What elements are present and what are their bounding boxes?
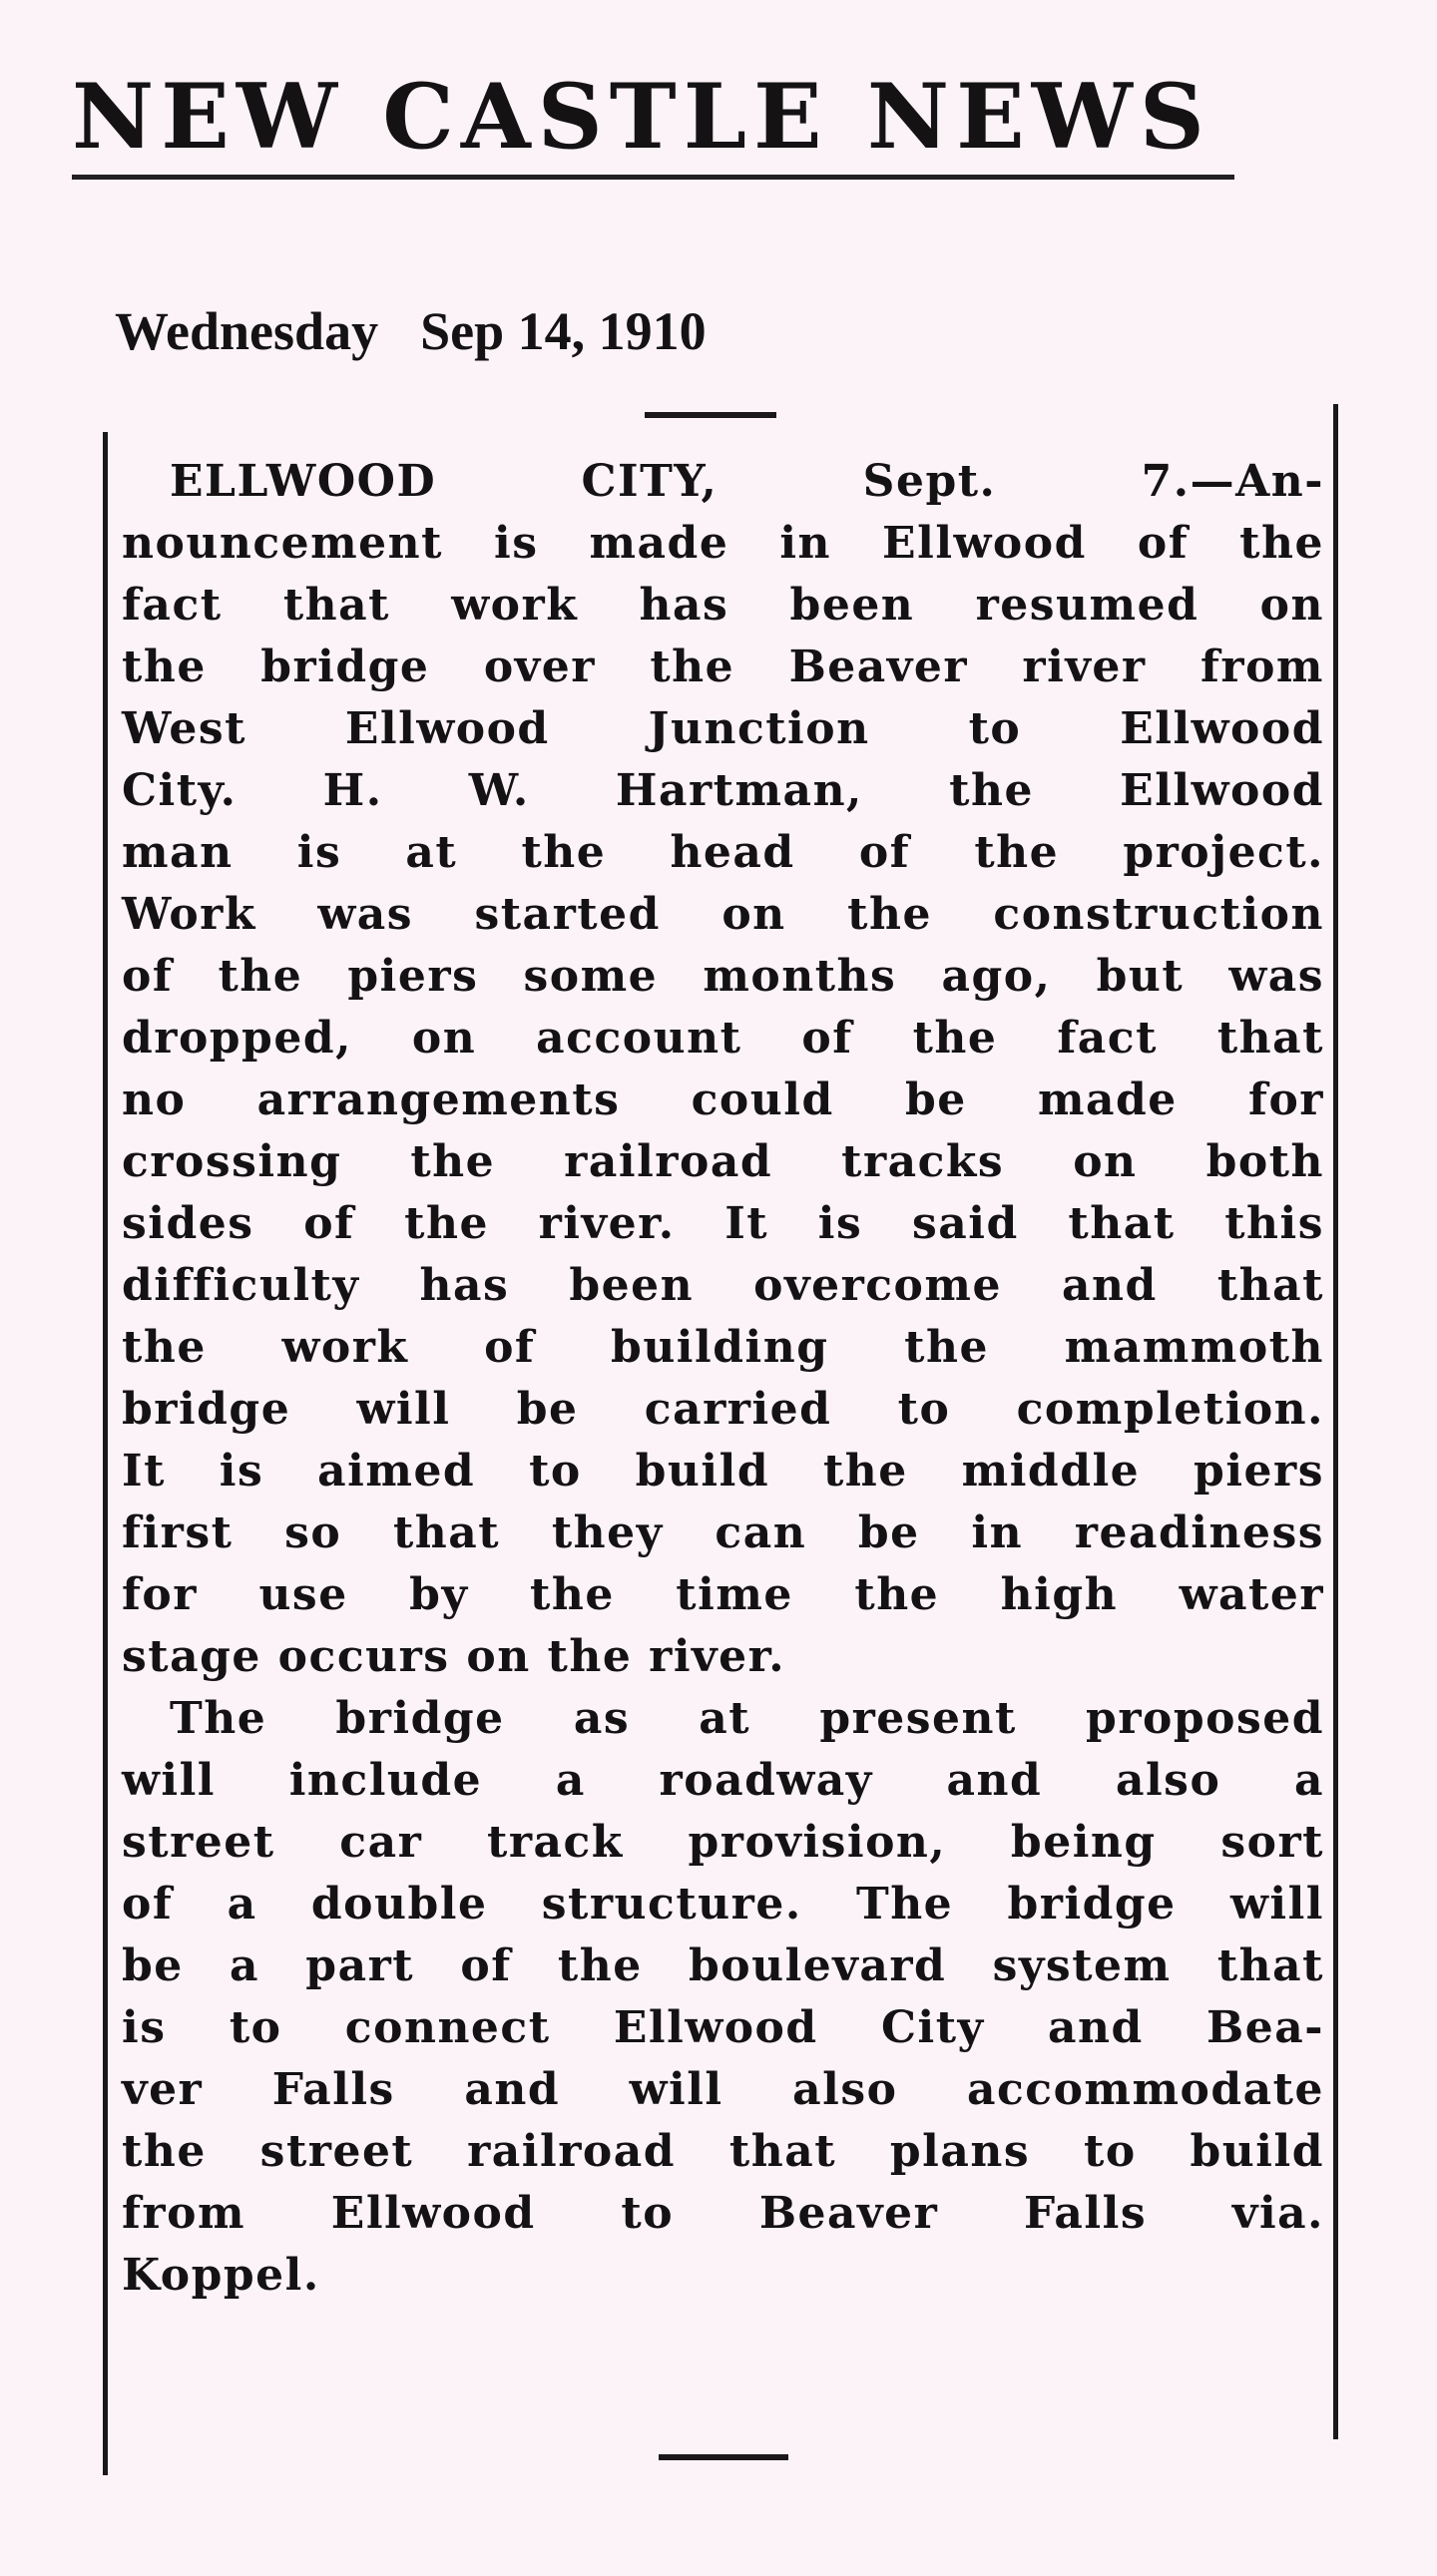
- article-line: The bridge as at present proposed: [170, 1693, 1324, 1744]
- article-line: fact that work has been resumed on: [122, 580, 1324, 631]
- article-line: It is aimed to build the middle piers: [122, 1446, 1324, 1497]
- article-line: sides of the river. It is said that this: [122, 1198, 1324, 1249]
- article-line: crossing the railroad tracks on both: [122, 1136, 1324, 1187]
- dateline-date: Sep 14, 1910: [420, 301, 707, 361]
- article-body: [122, 451, 1324, 2307]
- article-line: dropped, on account of the fact that: [122, 1013, 1324, 1064]
- article-line: of the piers some months ago, but was: [122, 951, 1324, 1002]
- article-line: stage occurs on the river.: [122, 1631, 786, 1682]
- article-line: City. H. W. Hartman, the Ellwood: [122, 765, 1324, 816]
- dateline-weekday: Wednesday: [115, 301, 379, 361]
- column-left-border: [103, 432, 108, 2475]
- masthead: [72, 62, 1234, 180]
- article-line: will include a roadway and also a: [122, 1755, 1324, 1806]
- bottom-divider-rule: [659, 2454, 788, 2460]
- article-line: man is at the head of the project.: [122, 827, 1324, 878]
- article-line: ver Falls and will also accommodate: [122, 2064, 1324, 2115]
- article-line: West Ellwood Junction to Ellwood: [122, 703, 1324, 754]
- article-line: of a double structure. The bridge will: [122, 1879, 1324, 1930]
- article-line: nouncement is made in Ellwood of the: [122, 518, 1324, 569]
- article-line: for use by the time the high water: [122, 1569, 1324, 1620]
- dateline: [115, 299, 707, 363]
- article-line: difficulty has been overcome and that: [122, 1260, 1324, 1311]
- article-line: Koppel.: [122, 2250, 320, 2301]
- article-line: street car track provision, being sort: [122, 1817, 1324, 1868]
- article-line: no arrangements could be made for: [122, 1074, 1324, 1125]
- article-line: bridge will be carried to completion.: [122, 1384, 1324, 1435]
- newspaper-title: NEW CASTLE NEWS: [72, 64, 1211, 170]
- article-line: the bridge over the Beaver river from: [122, 642, 1324, 692]
- article-line: is to connect Ellwood City and Bea-: [122, 2002, 1324, 2053]
- top-divider-rule: [645, 412, 776, 418]
- article-line: the street railroad that plans to build: [122, 2126, 1324, 2177]
- article-line: the work of building the mammoth: [122, 1322, 1324, 1373]
- column-right-border: [1333, 404, 1338, 2439]
- article-line: Work was started on the construction: [122, 889, 1324, 940]
- article-line: first so that they can be in readiness: [122, 1507, 1324, 1558]
- article-line: ELLWOOD CITY, Sept. 7.—An-: [170, 456, 1324, 507]
- article-line: from Ellwood to Beaver Falls via.: [122, 2188, 1324, 2239]
- article-line: be a part of the boulevard system that: [122, 1940, 1324, 1991]
